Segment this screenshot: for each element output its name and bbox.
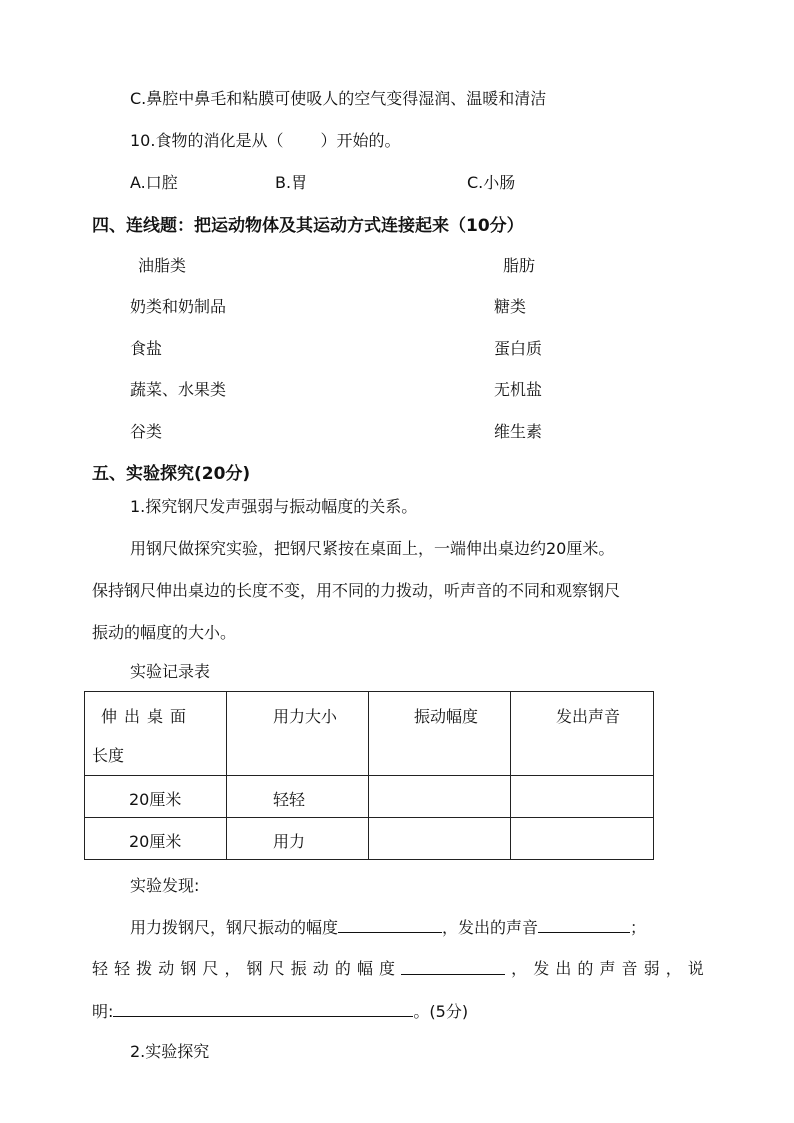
finding-text: ； [630, 918, 647, 937]
match-right-item: 蛋白质 [494, 339, 543, 358]
table-cell [227, 776, 369, 818]
header-text: 振动幅度 [414, 707, 479, 726]
finding-char: 出 [555, 959, 572, 978]
finding-char: 说 [687, 959, 704, 978]
finding-text: 明: [92, 1002, 114, 1021]
finding-char: 轻 [114, 959, 131, 978]
match-left-item: 食盐 [130, 339, 163, 358]
section4-title: 四、连线题：把运动物体及其运动方式连接起来（10分） [92, 216, 524, 236]
finding-char: 的 [334, 959, 351, 978]
header-text: 用力大小 [273, 707, 338, 726]
finding-line-2 [92, 956, 704, 979]
match-right-item: 糖类 [494, 297, 527, 316]
record-table [84, 691, 654, 860]
table-cell[interactable] [369, 818, 511, 860]
match-left-item: 奶类和奶制品 [130, 297, 227, 316]
table-cell [85, 776, 227, 818]
finding-char: 度 [379, 959, 396, 978]
finding-char: 弱 [643, 959, 660, 978]
match-right-item: 脂肪 [503, 256, 536, 275]
table-caption: 实验记录表 [130, 662, 211, 681]
finding-char: ， [511, 959, 528, 978]
table-cell[interactable] [511, 818, 654, 860]
q10-stem: 10.食物的消化是从（ ）开始的。 [130, 131, 401, 150]
header-text: 伸出桌面 [101, 707, 194, 726]
cell-text: 轻轻 [273, 790, 306, 809]
finding-char: 发 [533, 959, 550, 978]
finding-char: 拨 [136, 959, 153, 978]
finding-char: 幅 [356, 959, 373, 978]
finding-text: 用力拨钢尺，钢尺振动的幅度 [130, 918, 339, 937]
table-cell[interactable] [511, 776, 654, 818]
finding-line-1 [130, 914, 646, 938]
answer-blank[interactable] [338, 914, 442, 933]
match-left-item: 蔬菜、水果类 [130, 380, 227, 399]
finding-char: 动 [158, 959, 175, 978]
q1-title: 1.探究钢尺发声强弱与振动幅度的关系。 [130, 497, 418, 516]
finding-char: ， [665, 959, 682, 978]
cell-text: 用力 [273, 832, 306, 851]
cell-text: 20厘米 [129, 790, 182, 809]
finding-char: 声 [599, 959, 616, 978]
match-left-item: 油脂类 [138, 256, 187, 275]
match-right-item: 维生素 [494, 422, 543, 441]
paragraph-line: 保持钢尺伸出桌边的长度不变，用不同的力拨动，听声音的不同和观察钢尺 [92, 581, 621, 600]
q2-title: 2.实验探究 [130, 1042, 210, 1061]
header-text: 发出声音 [556, 707, 621, 726]
table-header-row [85, 692, 654, 776]
header-cell-length [85, 692, 227, 776]
finding-line-3 [92, 998, 468, 1022]
match-right-item: 无机盐 [494, 380, 543, 399]
finding-char: ， [224, 959, 241, 978]
paragraph-line: 用钢尺做探究实验，把钢尺紧按在桌面上，一端伸出桌边约20厘米。 [130, 539, 615, 558]
section5-title: 五、实验探究(20分) [92, 464, 251, 484]
header-cell-force [227, 692, 369, 776]
finding-char: 振 [290, 959, 307, 978]
table-row [85, 776, 654, 818]
findings-label: 实验发现: [130, 876, 200, 895]
finding-char: 钢 [180, 959, 197, 978]
finding-char: 钢 [246, 959, 263, 978]
finding-char: 的 [577, 959, 594, 978]
table-cell [85, 818, 227, 860]
answer-blank[interactable] [538, 914, 630, 933]
finding-char: 动 [312, 959, 329, 978]
header-text: 长度 [92, 746, 125, 765]
q9-option-c: C.鼻腔中鼻毛和粘膜可使吸人的空气变得湿润、温暖和清洁 [130, 89, 547, 108]
header-cell-amplitude [369, 692, 511, 776]
finding-char: 尺 [268, 959, 285, 978]
match-left-item: 谷类 [130, 422, 163, 441]
paragraph-line: 振动的幅度的大小。 [92, 623, 237, 642]
table-cell [227, 818, 369, 860]
q10-option-a: A.口腔 [130, 173, 178, 192]
table-row [85, 818, 654, 860]
finding-char: 尺 [202, 959, 219, 978]
answer-blank[interactable] [401, 956, 505, 975]
answer-blank[interactable] [113, 998, 413, 1017]
table-cell[interactable] [369, 776, 511, 818]
q10-option-b: B.胃 [275, 173, 308, 192]
finding-char: 轻 [92, 959, 109, 978]
q10-option-c: C.小肠 [467, 173, 516, 192]
finding-text: ，发出的声音 [442, 918, 539, 937]
finding-text: 。(5分) [413, 1002, 469, 1021]
header-cell-sound [511, 692, 654, 776]
finding-char: 音 [621, 959, 638, 978]
cell-text: 20厘米 [129, 832, 182, 851]
